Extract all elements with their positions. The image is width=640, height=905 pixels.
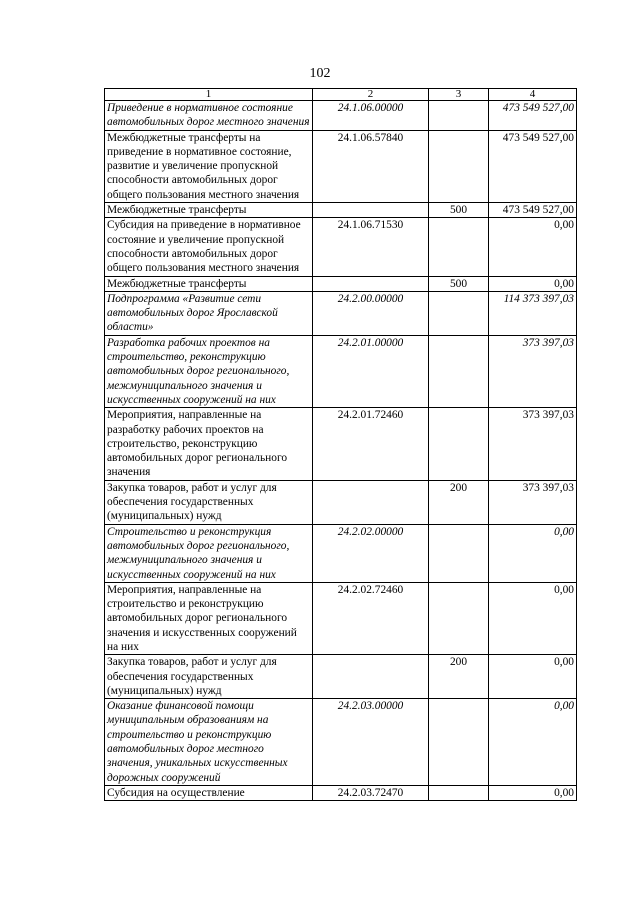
table-body bbox=[105, 101, 577, 801]
row-sum-cell: 0,00 bbox=[489, 699, 577, 786]
row-name-cell: Разработка рабочих проектов на строительство, реконструкцию автомобильных дорог регионального, межмуниципального значения и искусственных сооружений на них bbox=[105, 335, 313, 407]
row-code-cell: 24.2.01.00000 bbox=[313, 335, 429, 407]
row-sum-cell: 473 549 527,00 bbox=[489, 101, 577, 131]
table-row bbox=[105, 655, 577, 699]
row-name-cell: Межбюджетные трансферты на приведение в нормативное состояние, развитие и увеличение пропускной способности автомобильных дорог общего пользования местного значения bbox=[105, 130, 313, 202]
row-sum-cell: 473 549 527,00 bbox=[489, 130, 577, 202]
table-row bbox=[105, 291, 577, 335]
row-code-cell: 24.1.06.57840 bbox=[313, 130, 429, 202]
header-col-1: 1 bbox=[105, 89, 313, 101]
row-code-cell: 24.2.02.00000 bbox=[313, 524, 429, 582]
row-name-cell: Закупка товаров, работ и услуг для обеспечения государственных (муниципальных) нужд bbox=[105, 655, 313, 699]
header-col-4: 4 bbox=[489, 89, 577, 101]
table-row bbox=[105, 408, 577, 480]
row-expense-kind-cell bbox=[429, 101, 489, 131]
row-sum-cell: 0,00 bbox=[489, 218, 577, 276]
header-col-2: 2 bbox=[313, 89, 429, 101]
row-code-cell: 24.2.02.72460 bbox=[313, 582, 429, 654]
row-name-cell: Межбюджетные трансферты bbox=[105, 203, 313, 218]
row-expense-kind-cell bbox=[429, 524, 489, 582]
row-sum-cell: 473 549 527,00 bbox=[489, 203, 577, 218]
row-sum-cell: 0,00 bbox=[489, 785, 577, 800]
table-header-row bbox=[105, 89, 577, 101]
table-row bbox=[105, 699, 577, 786]
table-row bbox=[105, 335, 577, 407]
row-expense-kind-cell bbox=[429, 335, 489, 407]
row-code-cell: 24.2.00.00000 bbox=[313, 291, 429, 335]
row-name-cell: Закупка товаров, работ и услуг для обеспечения государственных (муниципальных) нужд bbox=[105, 480, 313, 524]
table-row bbox=[105, 524, 577, 582]
row-sum-cell: 373 397,03 bbox=[489, 408, 577, 480]
table-row bbox=[105, 276, 577, 291]
table-row bbox=[105, 582, 577, 654]
row-expense-kind-cell bbox=[429, 582, 489, 654]
row-sum-cell: 373 397,03 bbox=[489, 335, 577, 407]
row-expense-kind-cell: 500 bbox=[429, 276, 489, 291]
row-code-cell bbox=[313, 203, 429, 218]
header-col-3: 3 bbox=[429, 89, 489, 101]
budget-table bbox=[104, 88, 577, 801]
row-code-cell: 24.2.01.72460 bbox=[313, 408, 429, 480]
row-sum-cell: 0,00 bbox=[489, 276, 577, 291]
row-sum-cell: 0,00 bbox=[489, 582, 577, 654]
row-name-cell: Субсидия на осуществление bbox=[105, 785, 313, 800]
table-row bbox=[105, 203, 577, 218]
row-expense-kind-cell bbox=[429, 130, 489, 202]
row-sum-cell: 0,00 bbox=[489, 655, 577, 699]
table-row bbox=[105, 218, 577, 276]
table-row bbox=[105, 480, 577, 524]
row-name-cell: Строительство и реконструкция автомобильных дорог регионального, межмуниципального значения и искусственных сооружений на них bbox=[105, 524, 313, 582]
row-expense-kind-cell bbox=[429, 785, 489, 800]
row-code-cell bbox=[313, 276, 429, 291]
row-expense-kind-cell bbox=[429, 291, 489, 335]
row-name-cell: Приведение в нормативное состояние автомобильных дорог местного значения bbox=[105, 101, 313, 131]
row-expense-kind-cell: 200 bbox=[429, 655, 489, 699]
row-sum-cell: 373 397,03 bbox=[489, 480, 577, 524]
row-sum-cell: 0,00 bbox=[489, 524, 577, 582]
row-name-cell: Мероприятия, направленные на строительство и реконструкцию автомобильных дорог регионального значения и искусственных сооружений на них bbox=[105, 582, 313, 654]
row-sum-cell: 114 373 397,03 bbox=[489, 291, 577, 335]
table-row bbox=[105, 130, 577, 202]
row-code-cell: 24.1.06.00000 bbox=[313, 101, 429, 131]
row-code-cell: 24.2.03.72470 bbox=[313, 785, 429, 800]
table-row bbox=[105, 785, 577, 800]
row-name-cell: Мероприятия, направленные на разработку рабочих проектов на строительство, реконструкцию автомобильных дорог регионального значения bbox=[105, 408, 313, 480]
row-name-cell: Субсидия на приведение в нормативное состояние и увеличение пропускной способности автомобильных дорог общего пользования местного значения bbox=[105, 218, 313, 276]
table-row bbox=[105, 101, 577, 131]
row-expense-kind-cell: 200 bbox=[429, 480, 489, 524]
row-name-cell: Межбюджетные трансферты bbox=[105, 276, 313, 291]
row-expense-kind-cell bbox=[429, 699, 489, 786]
page-number: 102 bbox=[309, 66, 331, 81]
row-code-cell bbox=[313, 655, 429, 699]
row-code-cell bbox=[313, 480, 429, 524]
row-code-cell: 24.1.06.71530 bbox=[313, 218, 429, 276]
row-expense-kind-cell bbox=[429, 218, 489, 276]
row-code-cell: 24.2.03.00000 bbox=[313, 699, 429, 786]
row-expense-kind-cell: 500 bbox=[429, 203, 489, 218]
row-expense-kind-cell bbox=[429, 408, 489, 480]
row-name-cell: Подпрограмма «Развитие сети автомобильных дорог Ярославской области» bbox=[105, 291, 313, 335]
row-name-cell: Оказание финансовой помощи муниципальным образованиям на строительство и реконструкцию автомобильных дорог местного значения, уникальных искусственных дорожных сооружений bbox=[105, 699, 313, 786]
